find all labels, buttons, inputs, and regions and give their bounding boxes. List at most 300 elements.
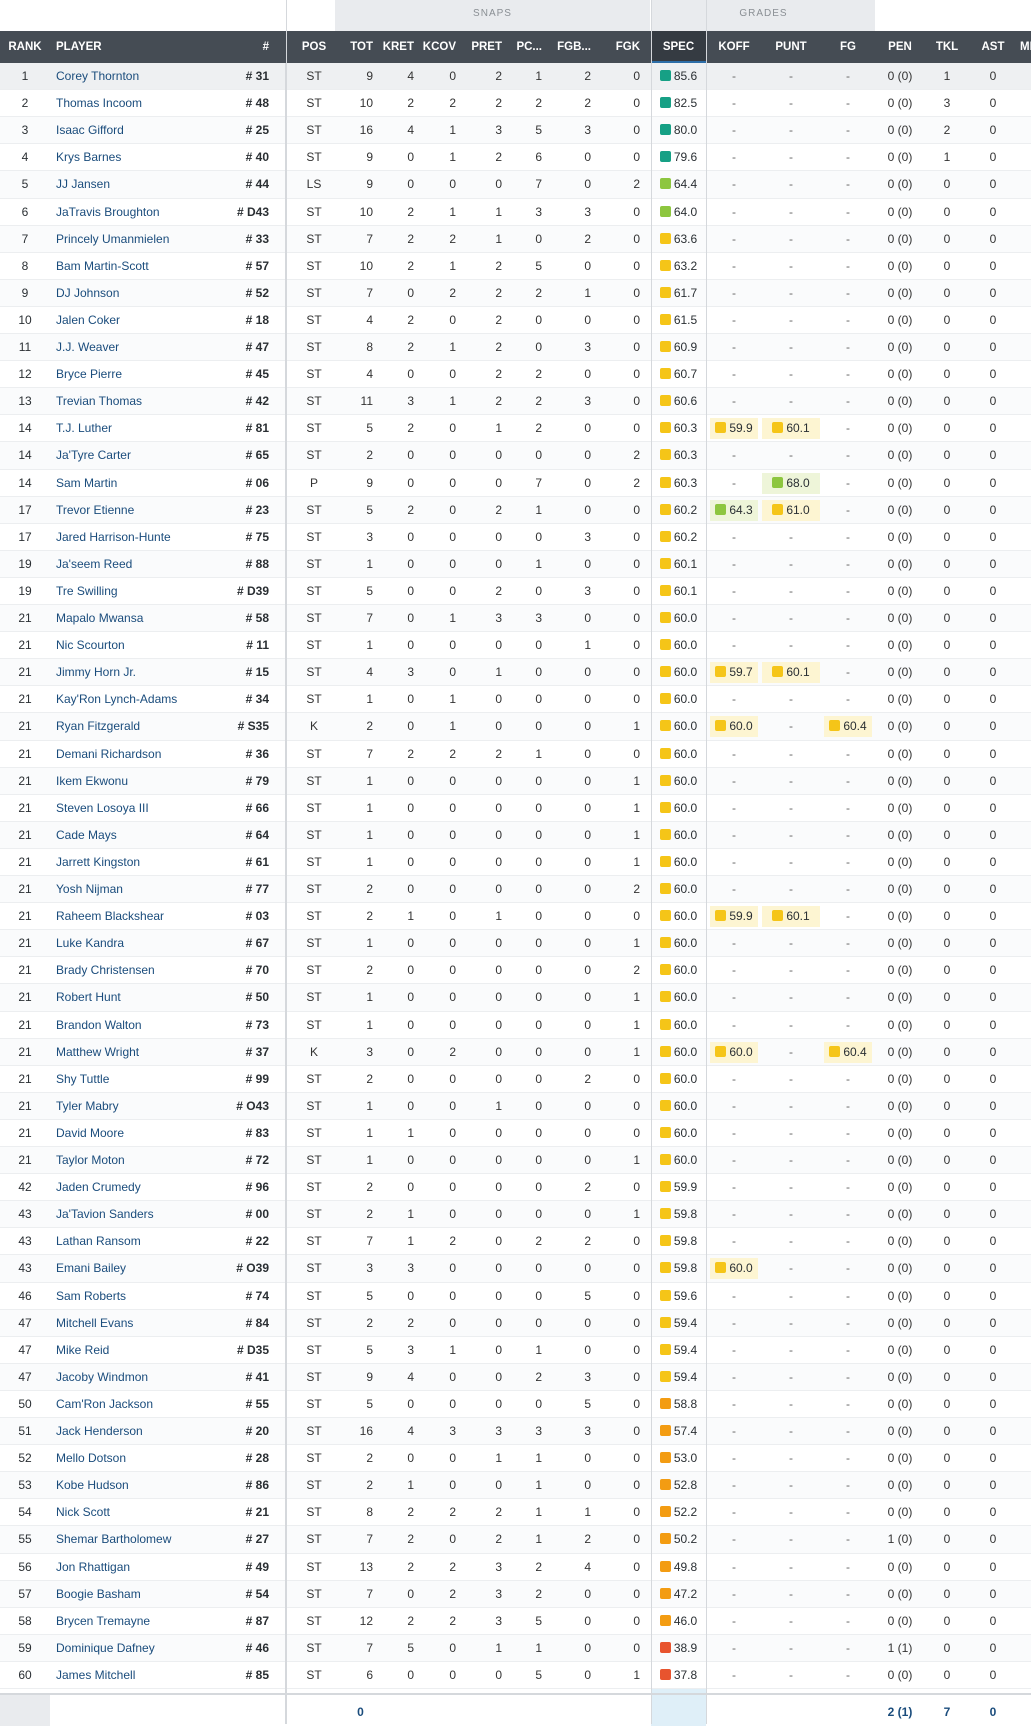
koff-grade: -	[732, 583, 736, 598]
pret-snaps: 0	[495, 1667, 502, 1682]
player-name-link[interactable]: Shy Tuttle	[56, 1071, 110, 1086]
column-header-pos[interactable]: POS	[286, 31, 342, 63]
kcov-snaps: 0	[449, 529, 456, 544]
rank-cell: 43	[18, 1207, 32, 1222]
pen-cell: 0 (0)	[887, 963, 913, 978]
fgk-snaps: 1	[633, 719, 640, 734]
kret-snaps: 4	[407, 1369, 414, 1384]
grade-swatch	[660, 1479, 671, 1490]
player-name-link[interactable]: Nick Scott	[56, 1505, 111, 1520]
koff-grade: -	[732, 177, 736, 192]
grade-swatch	[660, 1669, 671, 1680]
fgb-snaps: 0	[584, 963, 591, 978]
column-header-spec[interactable]: SPEC	[651, 31, 706, 63]
player-name-link[interactable]: Lathan Ransom	[56, 1234, 141, 1249]
player-name-link[interactable]: Shemar Bartholomew	[56, 1532, 172, 1547]
column-header-pret[interactable]: PRET	[462, 31, 508, 63]
player-name-link[interactable]: Brycen Tremayne	[56, 1613, 151, 1628]
player-name-link[interactable]: Isaac Gifford	[56, 123, 124, 138]
grade-value: 60.2	[673, 502, 698, 517]
tot-snaps: 2	[366, 909, 373, 924]
pret-snaps: 0	[495, 1478, 502, 1493]
pret-snaps: 0	[495, 475, 502, 490]
tkl-cell: 0	[943, 1424, 951, 1438]
ast-cell: 0	[989, 882, 997, 896]
pc-snaps: 0	[535, 583, 542, 598]
koff-grade: -	[732, 1180, 736, 1195]
fg-grade: -	[846, 421, 850, 436]
player-name-link[interactable]: Dominique Dafney	[56, 1640, 155, 1655]
player-name-link[interactable]: Sam Martin	[56, 475, 118, 490]
grade-swatch	[715, 666, 726, 677]
koff-grade: -	[732, 1125, 736, 1140]
pen-cell: 0 (0)	[887, 773, 913, 788]
pen-cell: 0 (0)	[887, 421, 913, 436]
jersey-number: # 36	[245, 746, 269, 761]
kret-snaps: 0	[407, 1098, 414, 1113]
player-name-link[interactable]: JaTravis Broughton	[56, 204, 160, 219]
fgb-snaps: 3	[584, 340, 591, 354]
fg-grade: -	[846, 1017, 850, 1032]
jersey-number: # 40	[245, 150, 269, 165]
pc-snaps: 0	[535, 638, 542, 653]
tkl-cell: 0	[943, 1044, 951, 1059]
tkl-cell: 0	[943, 854, 951, 869]
position-cell: ST	[306, 827, 322, 842]
fgk-snaps: 2	[633, 963, 640, 978]
column-header-kcov[interactable]: KCOV	[420, 31, 462, 63]
kret-snaps: 0	[407, 1451, 414, 1466]
grade-value: 64.0	[673, 204, 698, 219]
jersey-number: # 84	[245, 1315, 269, 1330]
grade-value: 60.1	[673, 556, 698, 571]
jersey-number: # 50	[245, 990, 269, 1005]
rank-cell: 57	[18, 1586, 32, 1601]
tot-snaps: 2	[366, 1315, 373, 1330]
fg-grade: -	[846, 177, 850, 192]
koff-grade: -	[732, 692, 736, 707]
fgk-snaps: 2	[633, 475, 640, 490]
kret-snaps: 0	[407, 1180, 414, 1195]
player-name-link[interactable]: Raheem Blackshear	[56, 909, 165, 924]
koff-grade: -	[732, 1559, 736, 1574]
fg-grade: -	[846, 204, 850, 219]
kcov-snaps: 0	[449, 177, 456, 192]
player-name-link[interactable]: Jacoby Windmon	[56, 1369, 149, 1384]
player-name-link[interactable]: Princely Umanmielen	[56, 231, 170, 246]
position-cell: ST	[306, 1505, 322, 1520]
pen-cell: 0 (0)	[887, 556, 913, 571]
grade-swatch	[660, 395, 671, 406]
column-header-kret[interactable]: KRET	[379, 31, 420, 63]
player-name-link[interactable]: Emani Bailey	[56, 1261, 127, 1276]
kcov-snaps: 1	[449, 1342, 456, 1357]
fg-grade: -	[846, 963, 850, 978]
tkl-cell: 0	[943, 1532, 951, 1547]
player-name-link[interactable]: Kay'Ron Lynch-Adams	[56, 692, 178, 707]
punt-grade: -	[789, 1478, 793, 1493]
grade-value: 60.0	[673, 827, 698, 842]
kret-snaps: 0	[407, 177, 414, 192]
ast-cell: 0	[989, 1424, 997, 1438]
tot-snaps: 10	[359, 204, 373, 219]
grade-value: 60.0	[673, 692, 698, 707]
rank-cell: 21	[18, 1071, 32, 1086]
spec-grade	[651, 741, 706, 768]
position-cell: ST	[306, 638, 322, 653]
player-name-link[interactable]: Corey Thornton	[56, 69, 140, 83]
fg-grade: -	[846, 556, 850, 571]
fg-grade: -	[846, 340, 850, 354]
ast-cell: 0	[989, 1261, 997, 1276]
koff-grade: -	[732, 1288, 736, 1303]
player-name-link[interactable]: Ja'Tavion Sanders	[56, 1207, 154, 1222]
column-header-tot[interactable]: TOT	[342, 31, 379, 63]
position-cell: ST	[306, 150, 322, 165]
grade-swatch	[660, 1425, 671, 1436]
spec-grade	[651, 1499, 706, 1526]
rank-cell: 8	[21, 258, 29, 273]
rank-cell: 21	[18, 665, 32, 680]
position-cell: ST	[306, 123, 322, 138]
player-name-link[interactable]: Mike Reid	[56, 1342, 110, 1357]
kret-snaps: 0	[407, 1044, 414, 1059]
player-name-link[interactable]: Trevian Thomas	[56, 394, 143, 409]
player-name-link[interactable]: Jared Harrison-Hunte	[56, 529, 171, 544]
player-name-link[interactable]: Nic Scourton	[56, 638, 125, 653]
kret-snaps: 0	[407, 773, 414, 788]
jersey-number: # 31	[245, 69, 269, 83]
player-name-link[interactable]: Jalen Coker	[56, 312, 121, 327]
kcov-snaps: 2	[449, 1613, 456, 1628]
grade-value: 60.0	[673, 854, 698, 869]
position-cell: ST	[306, 1234, 322, 1249]
fgb-snaps: 0	[584, 1451, 591, 1466]
ast-cell: 0	[989, 583, 997, 598]
player-name-link[interactable]: Krys Barnes	[56, 150, 122, 165]
rank-cell: 17	[18, 502, 32, 517]
fg-grade: -	[846, 773, 850, 788]
pc-snaps: 5	[535, 258, 542, 273]
jersey-number: # 41	[245, 1369, 269, 1384]
column-header-rank[interactable]: RANK	[0, 31, 50, 63]
jersey-number: # 11	[246, 638, 269, 653]
kret-snaps: 3	[407, 1342, 414, 1357]
pret-snaps: 2	[495, 502, 502, 517]
grade-value: 49.8	[673, 1559, 698, 1574]
rank-cell: 21	[18, 638, 32, 653]
tkl-cell: 0	[943, 1098, 951, 1113]
player-name-link[interactable]: T.J. Luther	[56, 421, 113, 436]
rank-cell: 14	[18, 421, 32, 436]
player-name-link[interactable]: Bam Martin-Scott	[56, 258, 149, 273]
player-name-link[interactable]: Ja'Tyre Carter	[56, 448, 131, 463]
punt-grade: -	[789, 827, 793, 842]
jersey-number: # 83	[245, 1125, 269, 1140]
player-name-link[interactable]: Yosh Nijman	[56, 882, 123, 896]
player-name-link[interactable]: Ryan Fitzgerald	[56, 719, 141, 734]
grade-value: 61.7	[673, 285, 698, 300]
position-cell: ST	[306, 231, 322, 246]
fg-grade: -	[846, 692, 850, 707]
koff-grade: -	[732, 285, 736, 300]
grade-value: 46.0	[673, 1613, 698, 1628]
fgk-snaps: 0	[633, 421, 640, 436]
pc-snaps: 0	[535, 990, 542, 1005]
column-header-pc[interactable]: PC...	[508, 31, 548, 63]
pret-snaps: 0	[495, 1207, 502, 1222]
pc-snaps: 2	[535, 1369, 542, 1384]
player-name-link[interactable]: Brady Christensen	[56, 963, 155, 978]
kret-snaps: 0	[407, 827, 414, 842]
kret-snaps: 2	[407, 231, 414, 246]
pc-snaps: 2	[535, 285, 542, 300]
player-name-link[interactable]: Thomas Incoom	[56, 96, 143, 111]
position-cell: ST	[306, 1451, 322, 1466]
fgb-snaps: 0	[584, 1613, 591, 1628]
position-cell: ST	[306, 854, 322, 869]
spec-grade	[651, 171, 706, 198]
position-cell: ST	[306, 1532, 322, 1547]
punt-grade: -	[789, 611, 793, 625]
tkl-cell: 0	[943, 909, 951, 924]
player-name-link[interactable]: DJ Johnson	[56, 285, 120, 300]
player-name-link[interactable]: Tre Swilling	[56, 583, 118, 598]
player-name-link[interactable]: Steven Losoya III	[56, 800, 149, 815]
column-header-fgb[interactable]: FGB...	[548, 31, 597, 63]
position-cell: ST	[306, 69, 322, 83]
fgk-snaps: 0	[633, 556, 640, 571]
player-name-link[interactable]: Trevor Etienne	[56, 502, 135, 517]
pen-cell: 0 (0)	[887, 285, 913, 300]
fg-grade: -	[846, 123, 850, 138]
player-name-link[interactable]: Boogie Basham	[56, 1586, 141, 1601]
koff-grade: -	[732, 882, 736, 896]
pret-snaps: 1	[495, 421, 502, 436]
fgb-snaps: 0	[584, 556, 591, 571]
grade-swatch	[660, 178, 671, 189]
jersey-number: # 72	[245, 1153, 269, 1167]
rank-cell: 47	[18, 1369, 32, 1384]
position-cell: ST	[306, 448, 322, 463]
kcov-snaps: 2	[449, 285, 456, 300]
pret-snaps: 3	[495, 611, 502, 625]
tot-snaps: 4	[366, 367, 373, 382]
fg-grade: -	[846, 583, 850, 598]
tot-snaps: 10	[359, 258, 373, 273]
fgb-snaps: 0	[584, 909, 591, 924]
grade-swatch	[660, 206, 671, 217]
punt-grade: -	[789, 1396, 793, 1411]
fgk-snaps: 0	[633, 258, 640, 273]
rank-cell: 1	[21, 69, 29, 83]
kcov-snaps: 3	[449, 1424, 456, 1438]
player-name-link[interactable]: Mello Dotson	[56, 1451, 127, 1466]
position-cell: ST	[306, 1342, 322, 1357]
pc-snaps: 7	[535, 475, 542, 490]
fg-grade: -	[846, 1613, 850, 1628]
player-name-link[interactable]: Jon Rhattigan	[56, 1559, 131, 1574]
tkl-cell: 0	[943, 692, 951, 707]
pc-snaps: 1	[535, 746, 542, 761]
kcov-snaps: 0	[449, 990, 456, 1005]
kcov-snaps: 2	[449, 746, 456, 761]
fg-grade: -	[846, 1586, 850, 1601]
kcov-snaps: 0	[449, 800, 456, 815]
player-name-link[interactable]: Mapalo Mwansa	[56, 611, 144, 625]
player-name-link[interactable]: JJ Jansen	[56, 177, 111, 192]
ast-cell: 0	[989, 177, 997, 192]
player-name-link[interactable]: Bryce Pierre	[56, 367, 123, 382]
player-name-link[interactable]: Brandon Walton	[56, 1017, 142, 1032]
grade-value: 60.0	[673, 990, 698, 1005]
pret-snaps: 1	[495, 1098, 502, 1113]
column-header-tkl[interactable]: TKL	[924, 31, 970, 63]
koff-grade: -	[732, 1369, 736, 1384]
pc-snaps: 0	[535, 448, 542, 463]
position-cell: ST	[306, 1288, 322, 1303]
pc-snaps: 3	[535, 1424, 542, 1438]
koff-grade: -	[732, 1207, 736, 1222]
grade-value: 64.3	[729, 502, 753, 517]
fgk-snaps: 0	[633, 1451, 640, 1466]
player-name-link[interactable]: Tyler Mabry	[56, 1098, 119, 1113]
spec-grade	[651, 1472, 706, 1499]
grade-swatch	[660, 937, 671, 948]
spec-grade	[651, 1445, 706, 1472]
position-cell: ST	[306, 1424, 322, 1438]
pc-snaps: 1	[535, 502, 542, 517]
koff-grade: -	[732, 1153, 736, 1167]
punt-grade: -	[789, 773, 793, 788]
player-name-link[interactable]: David Moore	[56, 1125, 125, 1140]
column-header-pen[interactable]: PEN	[876, 31, 924, 63]
spec-grade	[651, 659, 706, 686]
grade-value: 60.0	[673, 611, 698, 625]
player-name-link[interactable]: J.J. Weaver	[56, 340, 120, 354]
pret-snaps: 0	[495, 1288, 502, 1303]
fg-grade: -	[846, 638, 850, 653]
rank-cell: 21	[18, 1153, 32, 1167]
kret-snaps: 0	[407, 1586, 414, 1601]
grade-swatch	[715, 504, 726, 515]
grade-swatch	[660, 151, 671, 162]
kcov-snaps: 0	[449, 1261, 456, 1276]
position-cell: ST	[306, 773, 322, 788]
jersey-number: # 28	[245, 1451, 269, 1466]
player-name-link[interactable]: Sam Roberts	[56, 1288, 127, 1303]
pc-snaps: 7	[535, 177, 542, 192]
player-name-link[interactable]: Demani Richardson	[56, 746, 162, 761]
player-name-link[interactable]: Matthew Wright	[56, 1044, 140, 1059]
pc-snaps: 0	[535, 1044, 542, 1059]
player-name-link[interactable]: Mitchell Evans	[56, 1315, 134, 1330]
ast-cell: 0	[989, 1125, 997, 1140]
jersey-number: # D35	[236, 1342, 269, 1357]
fgk-snaps: 0	[633, 394, 640, 409]
player-name-link[interactable]: Kobe Hudson	[56, 1478, 129, 1493]
pret-snaps: 1	[495, 665, 502, 680]
tot-snaps: 4	[366, 665, 373, 680]
spec-grade	[651, 768, 706, 795]
column-header-fg[interactable]: FG	[822, 31, 874, 63]
fgk-snaps: 0	[633, 1640, 640, 1655]
tot-snaps: 1	[366, 800, 373, 815]
punt-grade: -	[789, 1505, 793, 1520]
fgk-snaps: 2	[633, 882, 640, 896]
column-header-koff[interactable]: KOFF	[708, 31, 760, 63]
kret-snaps: 1	[407, 1207, 414, 1222]
pc-snaps: 0	[535, 529, 542, 544]
column-header-mi[interactable]: MI	[1016, 31, 1031, 63]
kret-snaps: 0	[407, 475, 414, 490]
grade-swatch	[660, 1208, 671, 1219]
player-name-link[interactable]: Robert Hunt	[56, 990, 121, 1005]
player-name-link[interactable]: Ikem Ekwonu	[56, 773, 129, 788]
koff-grade: -	[732, 475, 736, 490]
spec-grade	[651, 334, 706, 361]
column-header-player[interactable]: PLAYER	[52, 31, 212, 63]
rank-cell: 5	[21, 177, 29, 192]
player-name-link[interactable]: Cade Mays	[56, 827, 117, 842]
pen-cell: 0 (0)	[887, 231, 913, 246]
totals-pen: 2 (1)	[887, 1705, 913, 1719]
column-header-number[interactable]: #	[212, 31, 275, 63]
player-name-link[interactable]: Jaden Crumedy	[56, 1180, 141, 1195]
position-cell: LS	[306, 177, 322, 192]
column-header-ast[interactable]: AST	[970, 31, 1016, 63]
column-header-punt[interactable]: PUNT	[760, 31, 822, 63]
spec-grade	[651, 1283, 706, 1310]
koff-grade: -	[732, 1613, 736, 1628]
kcov-snaps: 0	[449, 448, 456, 463]
jersey-number: # 79	[245, 773, 269, 788]
rank-cell: 21	[18, 800, 32, 815]
column-header-fgk[interactable]: FGK	[597, 31, 646, 63]
kret-snaps: 0	[407, 367, 414, 382]
player-name-link[interactable]: Cam'Ron Jackson	[56, 1396, 153, 1411]
pret-snaps: 0	[495, 638, 502, 653]
player-name-link[interactable]: Jack Henderson	[56, 1424, 143, 1438]
jersey-number: # 46	[245, 1640, 269, 1655]
koff-grade: -	[732, 773, 736, 788]
tot-snaps: 2	[366, 1180, 373, 1195]
spec-grade	[651, 1228, 706, 1255]
kret-snaps: 0	[407, 1071, 414, 1086]
player-name-link[interactable]: Ja'seem Reed	[56, 556, 133, 571]
player-name-link[interactable]: Taylor Moton	[56, 1153, 125, 1167]
position-cell: ST	[306, 611, 322, 625]
jersey-number: # O39	[236, 1261, 269, 1276]
rank-cell: 9	[21, 285, 29, 300]
grade-swatch	[660, 260, 671, 271]
rank-cell: 10	[18, 312, 32, 327]
player-name-link[interactable]: Jarrett Kingston	[56, 854, 141, 869]
spec-grade	[651, 470, 706, 497]
ast-cell: 0	[989, 367, 997, 382]
tkl-cell: 0	[943, 1369, 951, 1384]
grade-value: 47.2	[673, 1586, 698, 1601]
player-name-link[interactable]: Jimmy Horn Jr.	[56, 665, 137, 680]
player-name-link[interactable]: Luke Kandra	[56, 936, 125, 951]
fgb-snaps: 0	[584, 692, 591, 707]
player-name-link[interactable]: James Mitchell	[56, 1667, 136, 1682]
grade-value: 59.4	[673, 1342, 698, 1357]
ast-cell: 0	[989, 421, 997, 436]
tkl-cell: 0	[943, 1640, 951, 1655]
ast-cell: 0	[989, 1559, 997, 1574]
tot-snaps: 7	[366, 285, 373, 300]
